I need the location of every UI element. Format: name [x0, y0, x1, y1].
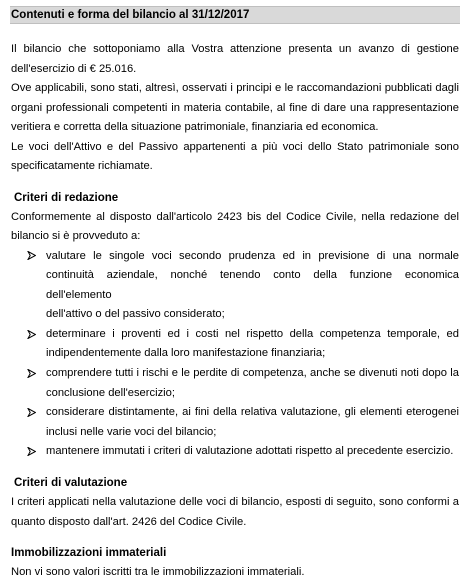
- arrow-bullet-icon: [27, 325, 36, 345]
- bullet-line: valutare le singole voci secondo prudenza ed in previsione di una normale: [46, 249, 459, 262]
- intro-line: Il bilancio che sottoponiamo alla Vostra attenzione presenta un avanzo di gestione: [11, 43, 459, 55]
- heading-criteri-redazione: Criteri di redazione: [14, 191, 119, 204]
- bullet-line: continuità aziendale, nonché tenendo conto della funzione economica dell'elemento: [46, 269, 459, 301]
- spacer: [11, 24, 459, 40]
- bullet-line: comprendere tutti i rischi e le perdite di competenza, anche se divenuti noti dopo la: [46, 367, 459, 380]
- redazione-bullet-list: [11, 247, 459, 463]
- document-title: Contenuti e forma del bilancio al 31/12/2017: [11, 9, 250, 21]
- intro-paragraph: [11, 40, 459, 177]
- heading-criteri-valutazione: Criteri di valutazione: [14, 477, 128, 490]
- bullet-line: inclusi nelle varie voci del bilancio;: [46, 425, 217, 438]
- arrow-bullet-icon: [27, 403, 36, 423]
- intro-line: organi professionali competenti in materia contabile, al fine di dare una rappresentazione: [11, 101, 459, 114]
- valutazione-line: I criteri applicati nella valutazione delle voci di bilancio, esposti di seguito, sono conformi a: [11, 496, 459, 509]
- bullet-line: indipendentemente dalla loro manifestazione finanziaria;: [46, 347, 326, 360]
- spacer: [11, 177, 459, 189]
- intro-line: specificatamente richiamate.: [11, 160, 153, 172]
- arrow-bullet-icon: [27, 442, 36, 462]
- heading-immobilizzazioni: Immobilizzazioni immateriali: [11, 547, 167, 560]
- bullet-line: conclusione dell'esercizio;: [46, 386, 175, 399]
- bullet-line: considerare distintamente, ai fini della relativa valutazione, gli elementi eterogenei: [46, 406, 459, 419]
- intro-line: dell'esercizio di € 25.016.: [11, 62, 137, 75]
- list-item: [11, 325, 459, 364]
- list-item: [11, 247, 459, 325]
- valutazione-line: quanto disposto dall'art. 2426 del Codice Civile.: [11, 515, 247, 528]
- bullet-line: mantenere immutati i criteri di valutazione adottati rispetto al precedente esercizio.: [46, 445, 454, 458]
- intro-line: veritiera e corretta della situazione patrimoniale, finanziaria ed economica.: [11, 121, 379, 133]
- list-item: [11, 364, 459, 403]
- spacer: [11, 532, 459, 544]
- bullet-line: determinare i proventi ed i costi nel rispetto della competenza temporale, ed: [46, 327, 459, 340]
- spacer: [11, 462, 459, 474]
- list-item: [11, 403, 459, 442]
- intro-line: Le voci dell'Attivo e del Passivo appartenenti a più voci dello Stato patrimoniale sono: [11, 140, 459, 153]
- immobilizzazioni-line: Non vi sono valori iscritti tra le immobilizzazioni immateriali.: [11, 566, 305, 579]
- redazione-line: Conformemente al disposto dall'articolo 2423 bis del Codice Civile, nella redazione del: [11, 210, 459, 223]
- intro-line: Ove applicabili, sono stati, altresì, osservati i principi e le raccomandazioni pubblicati dagli: [11, 82, 459, 94]
- section-title-bar: [10, 6, 460, 24]
- arrow-bullet-icon: [27, 364, 36, 384]
- arrow-bullet-icon: [27, 247, 36, 267]
- bullet-line: dell'attivo o del passivo considerato;: [46, 308, 225, 321]
- redazione-line: bilancio si è provveduto a:: [11, 230, 141, 242]
- list-item: [11, 442, 459, 462]
